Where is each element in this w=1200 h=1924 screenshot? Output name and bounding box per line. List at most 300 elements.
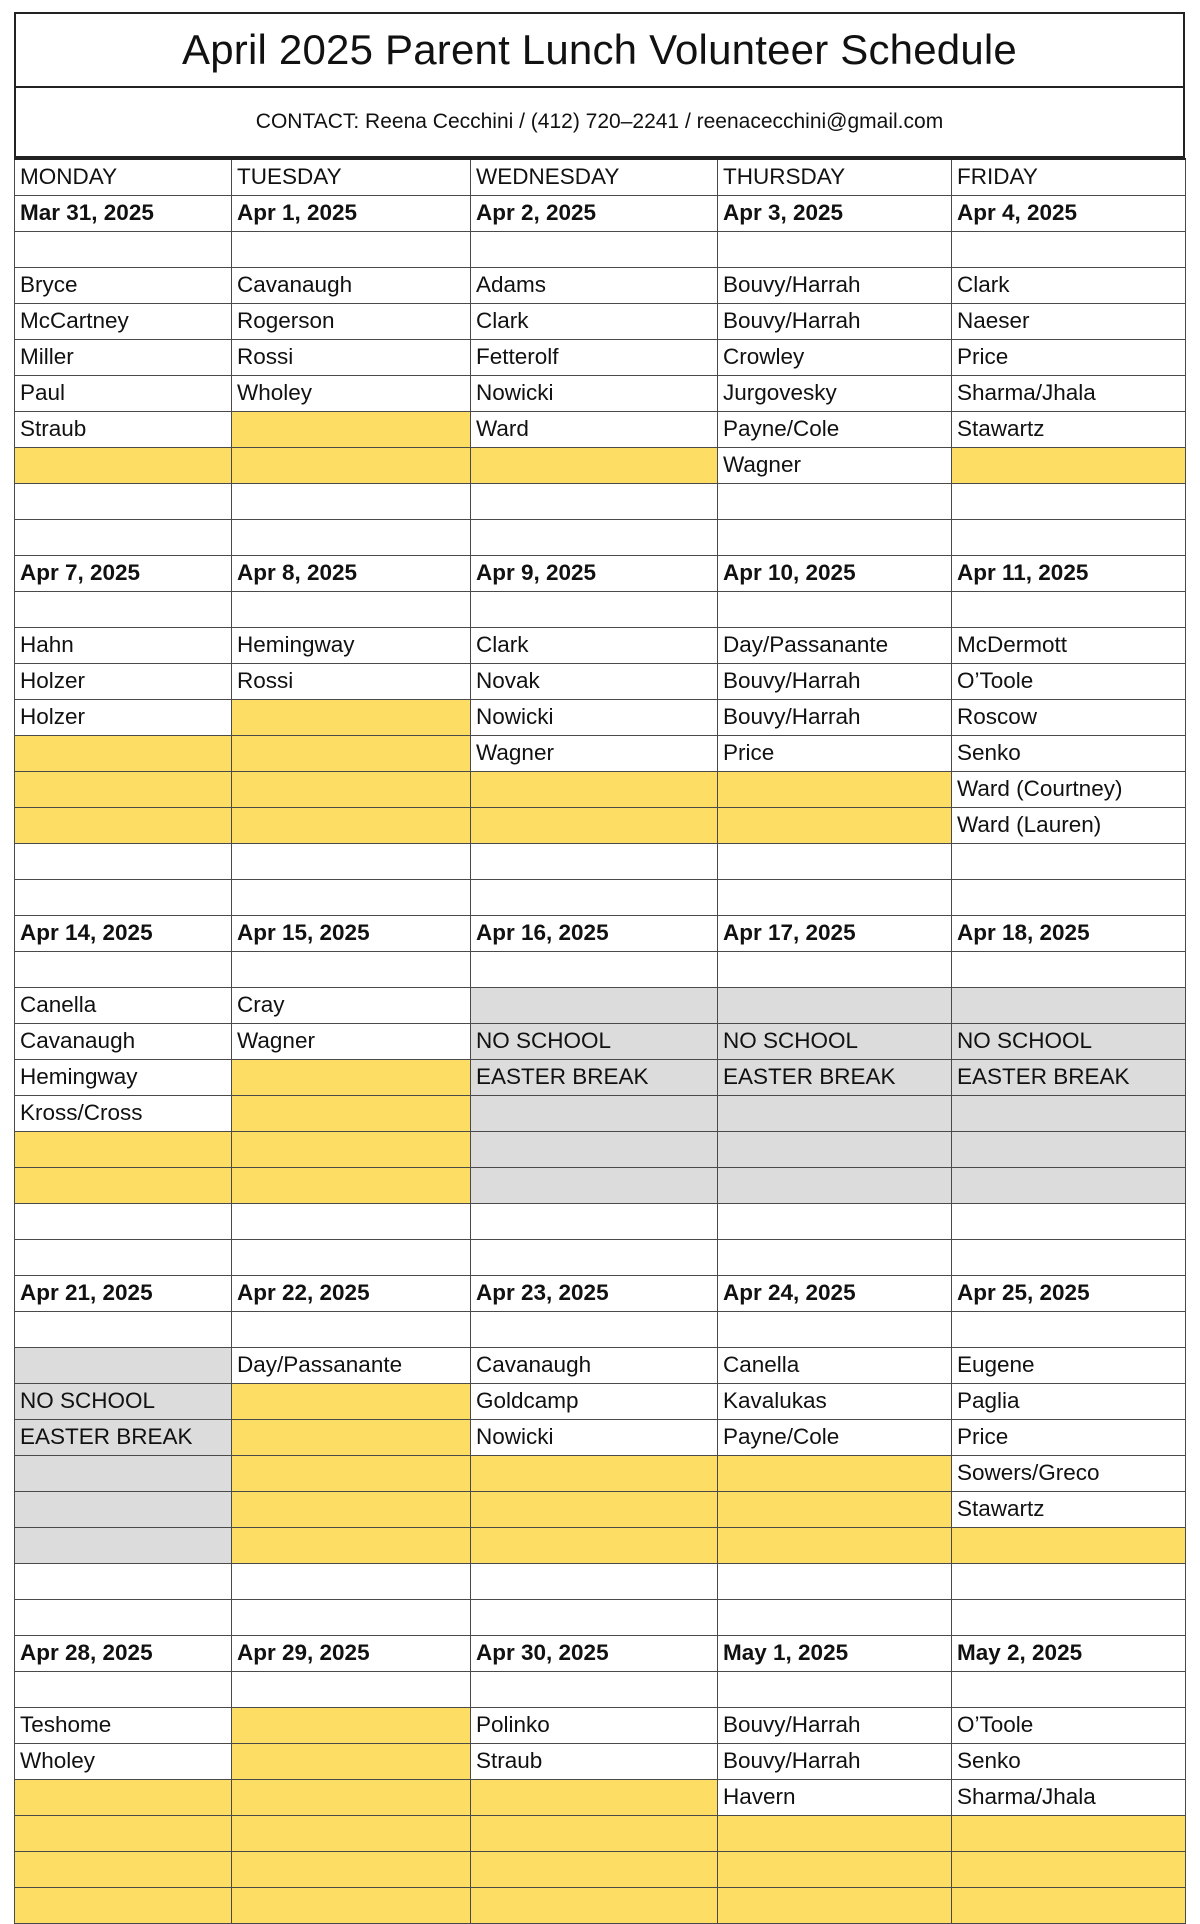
volunteer-cell: Bryce (15, 267, 232, 303)
no-school-cell (15, 1455, 232, 1491)
volunteer-cell: Teshome (15, 1707, 232, 1743)
volunteer-row (15, 303, 1186, 339)
volunteer-cell: Holzer (15, 663, 232, 699)
open-slot-cell (471, 807, 718, 843)
volunteer-cell (718, 843, 952, 879)
open-slot-cell (471, 447, 718, 483)
volunteer-cell: Nowicki (471, 375, 718, 411)
volunteer-cell: Straub (15, 411, 232, 447)
open-slot-cell (15, 447, 232, 483)
volunteer-cell: Senko (952, 735, 1186, 771)
open-slot-cell (15, 807, 232, 843)
date-cell: Apr 22, 2025 (232, 1275, 471, 1311)
volunteer-row (15, 231, 1186, 267)
date-cell: Apr 17, 2025 (718, 915, 952, 951)
date-cell: Apr 7, 2025 (15, 555, 232, 591)
volunteer-row (15, 879, 1186, 915)
volunteer-cell: Hemingway (15, 1059, 232, 1095)
volunteer-cell: Rogerson (232, 303, 471, 339)
no-school-cell (471, 1095, 718, 1131)
no-school-cell (718, 987, 952, 1023)
date-cell: Apr 11, 2025 (952, 555, 1186, 591)
open-slot-cell (232, 1887, 471, 1923)
volunteer-row (15, 843, 1186, 879)
open-slot-cell (15, 735, 232, 771)
volunteer-cell: Canella (718, 1347, 952, 1383)
volunteer-cell: Wagner (232, 1023, 471, 1059)
volunteer-cell (15, 1671, 232, 1707)
volunteer-cell: O’Toole (952, 1707, 1186, 1743)
date-cell: Apr 9, 2025 (471, 555, 718, 591)
volunteer-cell: Paglia (952, 1383, 1186, 1419)
volunteer-cell: Wholey (15, 1743, 232, 1779)
volunteer-cell: Straub (471, 1743, 718, 1779)
volunteer-cell (718, 483, 952, 519)
volunteer-cell: Cavanaugh (232, 267, 471, 303)
volunteer-cell (952, 231, 1186, 267)
open-slot-cell (15, 1167, 232, 1203)
volunteer-cell: Crowley (718, 339, 952, 375)
volunteer-cell (471, 1671, 718, 1707)
volunteer-cell (952, 519, 1186, 555)
volunteer-row (15, 339, 1186, 375)
volunteer-row (15, 1455, 1186, 1491)
volunteer-cell: McCartney (15, 303, 232, 339)
volunteer-row (15, 1491, 1186, 1527)
open-slot-cell (952, 1815, 1186, 1851)
open-slot-cell (232, 1383, 471, 1419)
open-slot-cell (15, 1779, 232, 1815)
volunteer-cell (952, 1239, 1186, 1275)
open-slot-cell (232, 807, 471, 843)
no-school-cell (471, 1131, 718, 1167)
volunteer-cell (15, 483, 232, 519)
volunteer-cell (718, 1239, 952, 1275)
date-cell: Apr 24, 2025 (718, 1275, 952, 1311)
week-date-row (15, 915, 1186, 951)
date-cell: Apr 16, 2025 (471, 915, 718, 951)
volunteer-row (15, 411, 1186, 447)
no-school-cell: NO SCHOOL (718, 1023, 952, 1059)
volunteer-cell (718, 1599, 952, 1635)
open-slot-cell (232, 1455, 471, 1491)
volunteer-cell (15, 1311, 232, 1347)
no-school-cell (471, 1167, 718, 1203)
day-header-row (15, 159, 1186, 195)
volunteer-cell (718, 231, 952, 267)
open-slot-cell (471, 1887, 718, 1923)
volunteer-row (15, 1131, 1186, 1167)
volunteer-cell: Bouvy/Harrah (718, 1743, 952, 1779)
volunteer-row (15, 1563, 1186, 1599)
volunteer-cell (471, 1239, 718, 1275)
volunteer-cell (232, 843, 471, 879)
volunteer-cell (471, 519, 718, 555)
volunteer-row (15, 1743, 1186, 1779)
open-slot-cell (232, 1419, 471, 1455)
open-slot-cell (952, 1887, 1186, 1923)
volunteer-cell: Paul (15, 375, 232, 411)
volunteer-row (15, 1167, 1186, 1203)
volunteer-row (15, 1419, 1186, 1455)
volunteer-cell: Havern (718, 1779, 952, 1815)
volunteer-cell: Nowicki (471, 1419, 718, 1455)
date-cell: Apr 29, 2025 (232, 1635, 471, 1671)
volunteer-cell (471, 1203, 718, 1239)
no-school-cell: EASTER BREAK (718, 1059, 952, 1095)
volunteer-cell: Bouvy/Harrah (718, 1707, 952, 1743)
volunteer-cell: Ward (Courtney) (952, 771, 1186, 807)
day-header-monday: MONDAY (15, 159, 232, 195)
day-header-tuesday: TUESDAY (232, 159, 471, 195)
volunteer-cell (952, 951, 1186, 987)
day-header-friday: FRIDAY (952, 159, 1186, 195)
volunteer-cell: Jurgovesky (718, 375, 952, 411)
volunteer-cell: Canella (15, 987, 232, 1023)
volunteer-cell (232, 483, 471, 519)
volunteer-cell: Goldcamp (471, 1383, 718, 1419)
volunteer-cell (952, 591, 1186, 627)
date-cell: Apr 18, 2025 (952, 915, 1186, 951)
volunteer-cell: Ward (471, 411, 718, 447)
no-school-cell (718, 1167, 952, 1203)
volunteer-cell: Ward (Lauren) (952, 807, 1186, 843)
no-school-cell: NO SCHOOL (15, 1383, 232, 1419)
volunteer-cell: Hahn (15, 627, 232, 663)
no-school-cell: NO SCHOOL (952, 1023, 1186, 1059)
week-date-row (15, 555, 1186, 591)
volunteer-cell (952, 879, 1186, 915)
volunteer-row (15, 1347, 1186, 1383)
volunteer-row (15, 1203, 1186, 1239)
day-header-thursday: THURSDAY (718, 159, 952, 195)
schedule-sheet (14, 12, 1185, 1924)
volunteer-cell: Wagner (471, 735, 718, 771)
open-slot-cell (718, 771, 952, 807)
open-slot-cell (718, 1527, 952, 1563)
volunteer-cell (471, 483, 718, 519)
volunteer-cell: Kross/Cross (15, 1095, 232, 1131)
open-slot-cell (15, 1815, 232, 1851)
open-slot-cell (15, 1887, 232, 1923)
schedule-body (15, 159, 1186, 1923)
no-school-cell (471, 987, 718, 1023)
volunteer-cell (471, 879, 718, 915)
volunteer-cell (232, 1599, 471, 1635)
volunteer-row (15, 1311, 1186, 1347)
volunteer-cell: Stawartz (952, 1491, 1186, 1527)
volunteer-cell: Naeser (952, 303, 1186, 339)
volunteer-row (15, 483, 1186, 519)
open-slot-cell (718, 1815, 952, 1851)
volunteer-cell: Sharma/Jhala (952, 1779, 1186, 1815)
open-slot-cell (718, 1491, 952, 1527)
volunteer-cell: Cavanaugh (471, 1347, 718, 1383)
volunteer-row (15, 1707, 1186, 1743)
volunteer-row (15, 771, 1186, 807)
volunteer-cell (952, 1599, 1186, 1635)
open-slot-cell (952, 447, 1186, 483)
volunteer-row (15, 1671, 1186, 1707)
open-slot-cell (232, 1707, 471, 1743)
no-school-cell (952, 987, 1186, 1023)
no-school-cell (952, 1095, 1186, 1131)
volunteer-row (15, 735, 1186, 771)
date-cell: Apr 25, 2025 (952, 1275, 1186, 1311)
volunteer-cell: Bouvy/Harrah (718, 699, 952, 735)
volunteer-cell: Price (718, 735, 952, 771)
open-slot-cell (232, 1131, 471, 1167)
volunteer-cell: McDermott (952, 627, 1186, 663)
volunteer-cell: Roscow (952, 699, 1186, 735)
open-slot-cell (718, 1887, 952, 1923)
date-cell: Apr 3, 2025 (718, 195, 952, 231)
volunteer-cell (232, 519, 471, 555)
volunteer-row (15, 267, 1186, 303)
no-school-cell: EASTER BREAK (471, 1059, 718, 1095)
volunteer-cell: Clark (952, 267, 1186, 303)
volunteer-cell: Cavanaugh (15, 1023, 232, 1059)
volunteer-row (15, 987, 1186, 1023)
volunteer-cell (952, 1311, 1186, 1347)
volunteer-cell: Clark (471, 303, 718, 339)
volunteer-cell (15, 1239, 232, 1275)
open-slot-cell (471, 1851, 718, 1887)
volunteer-row (15, 699, 1186, 735)
volunteer-row (15, 1527, 1186, 1563)
volunteer-cell (15, 591, 232, 627)
volunteer-cell: Bouvy/Harrah (718, 663, 952, 699)
volunteer-row (15, 1239, 1186, 1275)
volunteer-cell: Senko (952, 1743, 1186, 1779)
open-slot-cell (952, 1851, 1186, 1887)
open-slot-cell (15, 1131, 232, 1167)
open-slot-cell (232, 699, 471, 735)
volunteer-cell (718, 1671, 952, 1707)
date-cell: Apr 1, 2025 (232, 195, 471, 231)
date-cell: Apr 14, 2025 (15, 915, 232, 951)
volunteer-row (15, 591, 1186, 627)
volunteer-cell (232, 879, 471, 915)
volunteer-cell: Price (952, 339, 1186, 375)
volunteer-cell (15, 843, 232, 879)
open-slot-cell (471, 1491, 718, 1527)
no-school-cell: EASTER BREAK (952, 1059, 1186, 1095)
week-date-row (15, 195, 1186, 231)
page-title: April 2025 Parent Lunch Volunteer Schedule (182, 26, 1017, 73)
volunteer-cell: Rossi (232, 663, 471, 699)
volunteer-cell (718, 1563, 952, 1599)
date-cell: Apr 10, 2025 (718, 555, 952, 591)
open-slot-cell (718, 1851, 952, 1887)
volunteer-cell: Hemingway (232, 627, 471, 663)
volunteer-row (15, 375, 1186, 411)
open-slot-cell (471, 1527, 718, 1563)
volunteer-cell (718, 951, 952, 987)
date-cell: Apr 8, 2025 (232, 555, 471, 591)
volunteer-cell: Bouvy/Harrah (718, 303, 952, 339)
open-slot-cell (232, 447, 471, 483)
volunteer-cell (952, 1563, 1186, 1599)
week-date-row (15, 1635, 1186, 1671)
volunteer-row (15, 1383, 1186, 1419)
volunteer-cell (232, 951, 471, 987)
volunteer-row (15, 1023, 1186, 1059)
open-slot-cell (232, 1095, 471, 1131)
volunteer-cell (15, 1203, 232, 1239)
open-slot-cell (232, 1059, 471, 1095)
volunteer-cell (15, 1599, 232, 1635)
volunteer-cell: Stawartz (952, 411, 1186, 447)
volunteer-row (15, 447, 1186, 483)
open-slot-cell (718, 1455, 952, 1491)
no-school-cell: NO SCHOOL (471, 1023, 718, 1059)
volunteer-cell: Sowers/Greco (952, 1455, 1186, 1491)
volunteer-row (15, 1779, 1186, 1815)
volunteer-cell (15, 519, 232, 555)
volunteer-row (15, 1815, 1186, 1851)
volunteer-cell (15, 231, 232, 267)
date-cell: Apr 23, 2025 (471, 1275, 718, 1311)
open-slot-cell (232, 771, 471, 807)
no-school-cell (15, 1347, 232, 1383)
volunteer-cell (232, 1671, 471, 1707)
volunteer-row (15, 1599, 1186, 1635)
no-school-cell (718, 1131, 952, 1167)
open-slot-cell (15, 771, 232, 807)
open-slot-cell (471, 1815, 718, 1851)
volunteer-cell (15, 879, 232, 915)
open-slot-cell (952, 1527, 1186, 1563)
open-slot-cell (718, 807, 952, 843)
open-slot-cell (471, 1779, 718, 1815)
volunteer-cell (718, 1203, 952, 1239)
volunteer-cell: Wagner (718, 447, 952, 483)
volunteer-row (15, 1095, 1186, 1131)
open-slot-cell (232, 1851, 471, 1887)
volunteer-row (15, 1851, 1186, 1887)
volunteer-cell: O’Toole (952, 663, 1186, 699)
volunteer-cell: Price (952, 1419, 1186, 1455)
volunteer-cell: Bouvy/Harrah (718, 267, 952, 303)
volunteer-cell: Novak (471, 663, 718, 699)
volunteer-cell: Rossi (232, 339, 471, 375)
date-cell: Apr 4, 2025 (952, 195, 1186, 231)
open-slot-cell (471, 1455, 718, 1491)
volunteer-cell (718, 591, 952, 627)
no-school-cell (15, 1527, 232, 1563)
open-slot-cell (232, 1167, 471, 1203)
no-school-cell (15, 1491, 232, 1527)
volunteer-row (15, 1887, 1186, 1923)
volunteer-cell (952, 1203, 1186, 1239)
volunteer-cell: Holzer (15, 699, 232, 735)
date-cell: Apr 15, 2025 (232, 915, 471, 951)
week-date-row (15, 1275, 1186, 1311)
volunteer-cell (952, 843, 1186, 879)
volunteer-cell (718, 1311, 952, 1347)
date-cell: May 1, 2025 (718, 1635, 952, 1671)
volunteer-cell (15, 951, 232, 987)
open-slot-cell (232, 1815, 471, 1851)
volunteer-cell (232, 591, 471, 627)
volunteer-cell: Cray (232, 987, 471, 1023)
schedule-table (14, 158, 1186, 1924)
volunteer-cell: Day/Passanante (232, 1347, 471, 1383)
volunteer-row (15, 1059, 1186, 1095)
no-school-cell: EASTER BREAK (15, 1419, 232, 1455)
volunteer-row (15, 807, 1186, 843)
date-cell: Apr 21, 2025 (15, 1275, 232, 1311)
volunteer-cell (718, 879, 952, 915)
open-slot-cell (232, 1779, 471, 1815)
volunteer-row (15, 519, 1186, 555)
volunteer-cell (471, 231, 718, 267)
volunteer-cell: Adams (471, 267, 718, 303)
date-cell: Apr 30, 2025 (471, 1635, 718, 1671)
volunteer-cell: Miller (15, 339, 232, 375)
volunteer-cell (232, 1203, 471, 1239)
volunteer-cell (718, 519, 952, 555)
volunteer-cell: Nowicki (471, 699, 718, 735)
no-school-cell (952, 1131, 1186, 1167)
day-header-wednesday: WEDNESDAY (471, 159, 718, 195)
volunteer-cell: Day/Passanante (718, 627, 952, 663)
date-cell: Apr 2, 2025 (471, 195, 718, 231)
volunteer-cell (952, 1671, 1186, 1707)
volunteer-cell (471, 591, 718, 627)
volunteer-cell: Kavalukas (718, 1383, 952, 1419)
volunteer-cell: Fetterolf (471, 339, 718, 375)
volunteer-cell: Clark (471, 627, 718, 663)
volunteer-cell (232, 231, 471, 267)
volunteer-cell: Payne/Cole (718, 411, 952, 447)
volunteer-cell: Payne/Cole (718, 1419, 952, 1455)
volunteer-cell (471, 1311, 718, 1347)
open-slot-cell (232, 735, 471, 771)
open-slot-cell (15, 1851, 232, 1887)
date-cell: Apr 28, 2025 (15, 1635, 232, 1671)
open-slot-cell (232, 1743, 471, 1779)
volunteer-row (15, 627, 1186, 663)
contact-box (14, 88, 1185, 158)
open-slot-cell (232, 1527, 471, 1563)
volunteer-cell (471, 843, 718, 879)
volunteer-cell: Wholey (232, 375, 471, 411)
volunteer-cell (232, 1563, 471, 1599)
open-slot-cell (471, 771, 718, 807)
volunteer-cell (232, 1239, 471, 1275)
volunteer-row (15, 951, 1186, 987)
no-school-cell (718, 1095, 952, 1131)
open-slot-cell (232, 1491, 471, 1527)
date-cell: May 2, 2025 (952, 1635, 1186, 1671)
volunteer-cell (471, 951, 718, 987)
date-cell: Mar 31, 2025 (15, 195, 232, 231)
volunteer-cell (952, 483, 1186, 519)
no-school-cell (952, 1167, 1186, 1203)
volunteer-cell (471, 1599, 718, 1635)
volunteer-cell (15, 1563, 232, 1599)
volunteer-cell: Eugene (952, 1347, 1186, 1383)
volunteer-cell: Polinko (471, 1707, 718, 1743)
volunteer-cell: Sharma/Jhala (952, 375, 1186, 411)
volunteer-cell (232, 1311, 471, 1347)
open-slot-cell (232, 411, 471, 447)
volunteer-row (15, 663, 1186, 699)
volunteer-cell (471, 1563, 718, 1599)
schedule-title-box (14, 12, 1185, 88)
